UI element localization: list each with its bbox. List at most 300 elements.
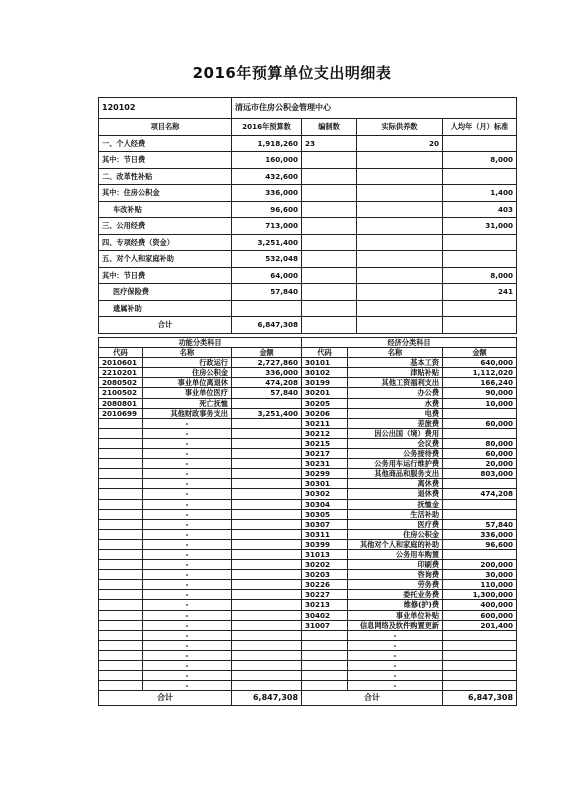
detail-row [99, 449, 517, 459]
func-code: 2080502 [99, 378, 143, 388]
func-amount [232, 560, 302, 570]
econ-amount: 803,000 [443, 469, 517, 479]
econ-name: 津贴补贴 [348, 368, 443, 378]
econ-name: 维修(护)费 [348, 600, 443, 610]
summary-std: 8,000 [443, 267, 517, 284]
summary-row [99, 300, 517, 317]
econ-code: 30206 [302, 408, 348, 418]
func-amount [232, 499, 302, 509]
summary-item-name: 合计 [99, 317, 232, 334]
summary-item-name: 五、对个人和家庭补助 [99, 251, 232, 268]
econ-amount: 474,208 [443, 489, 517, 499]
detail-header-cell: 代码 [302, 348, 348, 358]
func-amount [232, 610, 302, 620]
econ-amount: 201,400 [443, 620, 517, 630]
func-amount [232, 671, 302, 681]
summary-budget: 3,251,400 [232, 234, 302, 251]
func-code [99, 539, 143, 549]
func-name: - [143, 600, 232, 610]
detail-row [99, 428, 517, 438]
func-code [99, 549, 143, 559]
func-name: - [143, 438, 232, 448]
func-name: 其他财政事务支出 [143, 408, 232, 418]
detail-header-row [99, 348, 517, 358]
econ-code [302, 681, 348, 691]
detail-row [99, 459, 517, 469]
summary-item-name: 其中：住房公积金 [99, 185, 232, 202]
func-amount [232, 630, 302, 640]
func-code [99, 469, 143, 479]
econ-amount: 60,000 [443, 449, 517, 459]
func-name: - [143, 469, 232, 479]
detail-row [99, 630, 517, 640]
econ-code: 31007 [302, 620, 348, 630]
econ-name: - [348, 661, 443, 671]
func-name: - [143, 499, 232, 509]
summary-std [443, 234, 517, 251]
summary-budget: 532,048 [232, 251, 302, 268]
detail-header-cell: 代码 [99, 348, 143, 358]
summary-actual [357, 234, 443, 251]
func-code [99, 681, 143, 691]
summary-std [443, 251, 517, 268]
func-code [99, 438, 143, 448]
func-name: - [143, 519, 232, 529]
func-amount [232, 590, 302, 600]
func-code [99, 479, 143, 489]
econ-amount [443, 661, 517, 671]
summary-item-name: 其中：节日费 [99, 152, 232, 169]
econ-code: 30231 [302, 459, 348, 469]
detail-row [99, 388, 517, 398]
econ-amount: 1,300,000 [443, 590, 517, 600]
econ-code: 31013 [302, 549, 348, 559]
econ-code: 30213 [302, 600, 348, 610]
summary-budget: 432,600 [232, 168, 302, 185]
econ-code: 30101 [302, 358, 348, 368]
func-name: - [143, 671, 232, 681]
summary-std: 1,400 [443, 185, 517, 202]
summary-std: 403 [443, 201, 517, 218]
econ-name: 事业单位补贴 [348, 610, 443, 620]
detail-table [98, 337, 517, 706]
unit-name: 清远市住房公积金管理中心 [232, 98, 517, 119]
summary-budget [232, 300, 302, 317]
detail-row [99, 539, 517, 549]
summary-actual [357, 218, 443, 235]
econ-amount: 90,000 [443, 388, 517, 398]
econ-amount [443, 408, 517, 418]
func-section-title: 功能分类科目 [99, 338, 302, 348]
func-code [99, 640, 143, 650]
func-amount [232, 469, 302, 479]
econ-name: 基本工资 [348, 358, 443, 368]
summary-staff [302, 185, 357, 202]
summary-staff [302, 234, 357, 251]
summary-std: 8,000 [443, 152, 517, 169]
econ-code: 30102 [302, 368, 348, 378]
econ-name: - [348, 640, 443, 650]
func-name: - [143, 560, 232, 570]
func-name: - [143, 580, 232, 590]
detail-row [99, 661, 517, 671]
econ-code: 30205 [302, 398, 348, 408]
econ-code: 30199 [302, 378, 348, 388]
econ-name: 差旅费 [348, 418, 443, 428]
summary-budget: 64,000 [232, 267, 302, 284]
summary-budget: 6,847,308 [232, 317, 302, 334]
summary-header-cell: 2016年预算数 [232, 119, 302, 136]
detail-row [99, 681, 517, 691]
func-code [99, 428, 143, 438]
summary-actual [357, 300, 443, 317]
summary-budget: 57,840 [232, 284, 302, 301]
econ-name: - [348, 650, 443, 660]
summary-actual [357, 284, 443, 301]
func-name: - [143, 640, 232, 650]
econ-amount: 200,000 [443, 560, 517, 570]
func-name: - [143, 620, 232, 630]
func-amount [232, 438, 302, 448]
econ-name: 公务用车购置 [348, 549, 443, 559]
econ-name: 医疗费 [348, 519, 443, 529]
func-name: 行政运行 [143, 358, 232, 368]
summary-budget: 96,600 [232, 201, 302, 218]
econ-code: 30299 [302, 469, 348, 479]
detail-header-cell: 名称 [348, 348, 443, 358]
detail-header-cell: 金额 [232, 348, 302, 358]
func-name: 死亡抚恤 [143, 398, 232, 408]
econ-name: - [348, 630, 443, 640]
detail-row [99, 408, 517, 418]
econ-amount: 60,000 [443, 418, 517, 428]
detail-row [99, 479, 517, 489]
func-code [99, 499, 143, 509]
func-name: 事业单位离退休 [143, 378, 232, 388]
unit-row [99, 98, 517, 119]
detail-row [99, 438, 517, 448]
detail-row [99, 418, 517, 428]
func-code [99, 650, 143, 660]
summary-row [99, 152, 517, 169]
econ-code: 30212 [302, 428, 348, 438]
econ-amount [443, 549, 517, 559]
econ-amount: 166,240 [443, 378, 517, 388]
summary-table [98, 97, 517, 334]
econ-code [302, 650, 348, 660]
summary-std [443, 168, 517, 185]
econ-amount: 336,000 [443, 529, 517, 539]
func-code [99, 620, 143, 630]
summary-actual [357, 251, 443, 268]
detail-row [99, 671, 517, 681]
func-code [99, 519, 143, 529]
func-amount [232, 529, 302, 539]
econ-code [302, 630, 348, 640]
func-amount [232, 570, 302, 580]
econ-code: 30402 [302, 610, 348, 620]
detail-row [99, 620, 517, 630]
summary-row [99, 317, 517, 334]
detail-total-row [99, 691, 517, 706]
summary-item-name: 三、公用经费 [99, 218, 232, 235]
summary-item-name: 车改补贴 [99, 201, 232, 218]
func-name: - [143, 549, 232, 559]
econ-code: 30211 [302, 418, 348, 428]
econ-code: 30217 [302, 449, 348, 459]
econ-section-title: 经济分类科目 [302, 338, 517, 348]
summary-staff: 23 [302, 135, 357, 152]
func-amount [232, 509, 302, 519]
detail-row [99, 509, 517, 519]
econ-name: 因公出国（境）费用 [348, 428, 443, 438]
summary-item-name: 医疗保险费 [99, 284, 232, 301]
econ-amount: 400,000 [443, 600, 517, 610]
summary-actual [357, 185, 443, 202]
summary-budget: 160,000 [232, 152, 302, 169]
func-amount [232, 449, 302, 459]
econ-amount: 10,000 [443, 398, 517, 408]
func-code [99, 459, 143, 469]
summary-row [99, 201, 517, 218]
econ-amount [443, 499, 517, 509]
econ-name: - [348, 671, 443, 681]
func-name: - [143, 610, 232, 620]
func-name: - [143, 459, 232, 469]
econ-amount [443, 640, 517, 650]
summary-row [99, 135, 517, 152]
econ-amount: 1,112,020 [443, 368, 517, 378]
summary-staff [302, 218, 357, 235]
func-amount [232, 539, 302, 549]
econ-code: 30201 [302, 388, 348, 398]
func-code [99, 610, 143, 620]
summary-staff [302, 251, 357, 268]
summary-staff [302, 317, 357, 334]
summary-actual [357, 201, 443, 218]
econ-code: 30226 [302, 580, 348, 590]
unit-code: 120102 [99, 98, 232, 119]
detail-row [99, 610, 517, 620]
func-amount [232, 519, 302, 529]
detail-header-cell: 金额 [443, 348, 517, 358]
func-amount [232, 620, 302, 630]
econ-name: 委托业务费 [348, 590, 443, 600]
func-name: - [143, 449, 232, 459]
econ-amount: 600,000 [443, 610, 517, 620]
econ-code [302, 661, 348, 671]
func-code: 2080801 [99, 398, 143, 408]
summary-actual [357, 317, 443, 334]
func-name: - [143, 681, 232, 691]
econ-code: 30304 [302, 499, 348, 509]
econ-name: 电费 [348, 408, 443, 418]
detail-row [99, 469, 517, 479]
func-amount [232, 650, 302, 660]
detail-row [99, 358, 517, 368]
detail-row [99, 489, 517, 499]
econ-name: 离休费 [348, 479, 443, 489]
summary-staff [302, 284, 357, 301]
func-code [99, 449, 143, 459]
summary-header-cell: 人均年（月）标准 [443, 119, 517, 136]
econ-code: 30399 [302, 539, 348, 549]
econ-name: 劳务费 [348, 580, 443, 590]
func-name: 事业单位医疗 [143, 388, 232, 398]
func-amount [232, 661, 302, 671]
econ-amount: 30,000 [443, 570, 517, 580]
func-name: - [143, 529, 232, 539]
econ-code: 30203 [302, 570, 348, 580]
detail-row [99, 368, 517, 378]
summary-item-name: 遗属补助 [99, 300, 232, 317]
func-name: - [143, 570, 232, 580]
summary-item-name: 四、专项经费（资金） [99, 234, 232, 251]
func-name: - [143, 661, 232, 671]
summary-row [99, 267, 517, 284]
econ-amount [443, 428, 517, 438]
econ-name: - [348, 681, 443, 691]
econ-code [302, 671, 348, 681]
func-amount [232, 681, 302, 691]
econ-name: 公务用车运行维护费 [348, 459, 443, 469]
func-name: - [143, 479, 232, 489]
econ-name: 信息网络及软件购置更新 [348, 620, 443, 630]
econ-name: 其他对个人和家庭的补助 [348, 539, 443, 549]
detail-row [99, 600, 517, 610]
econ-amount [443, 650, 517, 660]
detail-row [99, 650, 517, 660]
econ-name: 住房公积金 [348, 529, 443, 539]
summary-header-cell: 项目名称 [99, 119, 232, 136]
econ-amount [443, 671, 517, 681]
func-code [99, 590, 143, 600]
func-amount [232, 398, 302, 408]
econ-code: 30227 [302, 590, 348, 600]
func-code [99, 661, 143, 671]
summary-row [99, 284, 517, 301]
func-name: - [143, 418, 232, 428]
func-amount: 57,840 [232, 388, 302, 398]
econ-amount [443, 479, 517, 489]
detail-header-cell: 名称 [143, 348, 232, 358]
func-amount [232, 418, 302, 428]
summary-row [99, 251, 517, 268]
summary-row [99, 185, 517, 202]
econ-code [302, 640, 348, 650]
func-name: - [143, 509, 232, 519]
summary-item-name: 一、个人经费 [99, 135, 232, 152]
econ-name: 公务接待费 [348, 449, 443, 459]
func-code [99, 570, 143, 580]
summary-std [443, 317, 517, 334]
func-amount [232, 600, 302, 610]
summary-header-cell: 实际供养数 [357, 119, 443, 136]
left-total-amount: 6,847,308 [232, 691, 302, 706]
detail-row [99, 378, 517, 388]
detail-row [99, 499, 517, 509]
summary-actual [357, 267, 443, 284]
econ-code: 30302 [302, 489, 348, 499]
func-code: 2100502 [99, 388, 143, 398]
func-name: - [143, 590, 232, 600]
func-name: - [143, 650, 232, 660]
econ-code: 30307 [302, 519, 348, 529]
econ-amount: 20,000 [443, 459, 517, 469]
func-code [99, 529, 143, 539]
left-total-label: 合计 [99, 691, 232, 706]
func-name: - [143, 489, 232, 499]
detail-row [99, 560, 517, 570]
func-amount [232, 479, 302, 489]
econ-name: 生活补助 [348, 509, 443, 519]
detail-row [99, 519, 517, 529]
func-amount [232, 489, 302, 499]
func-name: - [143, 630, 232, 640]
summary-actual [357, 152, 443, 169]
summary-budget: 336,000 [232, 185, 302, 202]
summary-header-cell: 编制数 [302, 119, 357, 136]
summary-actual [357, 168, 443, 185]
econ-name: 印刷费 [348, 560, 443, 570]
detail-row [99, 398, 517, 408]
detail-row [99, 570, 517, 580]
econ-code: 30311 [302, 529, 348, 539]
func-code [99, 418, 143, 428]
summary-item-name: 其中：节日费 [99, 267, 232, 284]
econ-name: 抚恤金 [348, 499, 443, 509]
detail-row [99, 590, 517, 600]
econ-amount: 80,000 [443, 438, 517, 448]
summary-actual: 20 [357, 135, 443, 152]
func-code [99, 560, 143, 570]
summary-row [99, 234, 517, 251]
page-title: 2016年预算单位支出明细表 [192, 64, 392, 82]
func-name: - [143, 428, 232, 438]
econ-amount: 640,000 [443, 358, 517, 368]
summary-budget: 713,000 [232, 218, 302, 235]
econ-name: 会议费 [348, 438, 443, 448]
summary-staff [302, 300, 357, 317]
summary-staff [302, 267, 357, 284]
summary-std [443, 135, 517, 152]
summary-row [99, 168, 517, 185]
econ-code: 30202 [302, 560, 348, 570]
econ-amount: 96,600 [443, 539, 517, 549]
func-amount: 336,000 [232, 368, 302, 378]
summary-staff [302, 201, 357, 218]
summary-std: 31,000 [443, 218, 517, 235]
func-code: 2010601 [99, 358, 143, 368]
func-amount [232, 428, 302, 438]
econ-name: 其他工资福利支出 [348, 378, 443, 388]
econ-code: 30305 [302, 509, 348, 519]
func-code [99, 600, 143, 610]
detail-row [99, 549, 517, 559]
func-amount: 3,251,400 [232, 408, 302, 418]
func-code [99, 630, 143, 640]
econ-amount [443, 681, 517, 691]
detail-row [99, 580, 517, 590]
summary-std [443, 300, 517, 317]
econ-code: 30301 [302, 479, 348, 489]
econ-amount: 57,840 [443, 519, 517, 529]
func-name: - [143, 539, 232, 549]
func-amount [232, 549, 302, 559]
econ-name: 办公费 [348, 388, 443, 398]
func-amount [232, 459, 302, 469]
func-code: 2210201 [99, 368, 143, 378]
